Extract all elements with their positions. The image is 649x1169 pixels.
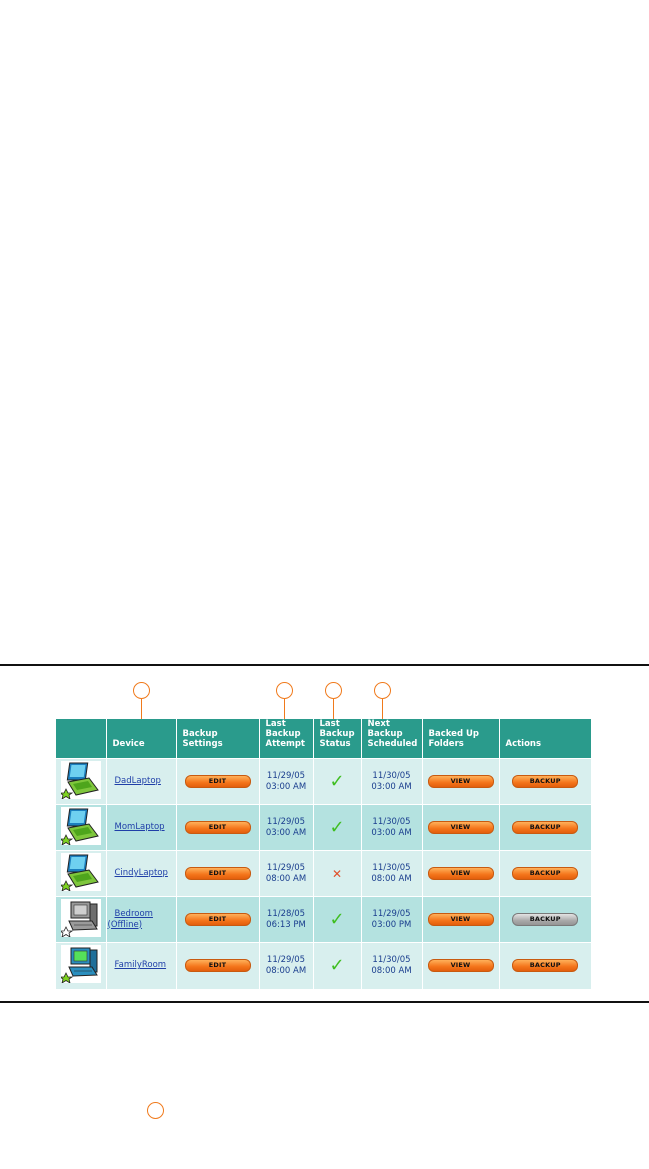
next-scheduled-cell [361, 805, 422, 851]
date-text: 11/29/05 [266, 954, 306, 965]
device-link[interactable] [108, 776, 161, 786]
date-text: 11/30/05 [372, 954, 411, 965]
device-icon-cell [56, 943, 106, 989]
table-row [56, 897, 591, 943]
device-backup-table [56, 719, 591, 989]
backed-up-folders-cell [422, 805, 499, 851]
callout-device-leader [141, 699, 142, 720]
device-name-text: FamilyRoom [114, 960, 167, 971]
check-icon: ✓ [329, 771, 345, 792]
laptop-icon [61, 807, 101, 845]
last-attempt-cell [259, 943, 313, 989]
last-attempt-cell [259, 851, 313, 897]
backup-button[interactable]: BACKUP [512, 867, 578, 880]
device-name-cell [106, 759, 176, 805]
date-text: 03:00 AM [371, 827, 412, 838]
top-divider [0, 664, 649, 666]
last-status-cell [313, 805, 361, 851]
backed-up-folders-cell [422, 943, 499, 989]
col-backed-up-folders-header: Backed Up Folders [422, 719, 499, 759]
date-text: 11/28/05 [266, 908, 306, 919]
backup-button[interactable]: BACKUP [512, 959, 578, 972]
check-icon: ✓ [329, 955, 345, 977]
backed-up-folders-cell [422, 897, 499, 943]
next-scheduled-cell [361, 943, 422, 989]
actions-cell [499, 851, 591, 897]
check-icon: ✓ [329, 909, 345, 930]
table-header [56, 719, 591, 759]
view-button[interactable]: VIEW [428, 913, 494, 926]
backup-settings-cell [176, 897, 259, 943]
device-link[interactable] [108, 960, 167, 970]
device-name-text: DadLaptop [114, 776, 161, 786]
bottom-divider [0, 1001, 649, 1003]
backup-button[interactable]: BACKUP [512, 775, 578, 788]
edit-button[interactable]: EDIT [185, 959, 251, 972]
backup-settings-cell [176, 759, 259, 805]
backed-up-folders-cell [422, 759, 499, 805]
date-text: 08:00 AM [265, 965, 307, 976]
col-last-status-header: Last Backup Status [313, 719, 361, 759]
callout-last-attempt [276, 682, 293, 699]
last-status-cell [313, 759, 361, 805]
callout-last-status [325, 682, 342, 699]
col-last-attempt-header: Last Backup Attempt [259, 719, 313, 759]
last-status-cell [313, 943, 361, 989]
next-scheduled-cell [361, 759, 422, 805]
backup-button: BACKUP [512, 913, 578, 926]
device-name-cell [106, 805, 176, 851]
table-row [56, 805, 591, 851]
callout-last-attempt-leader [284, 699, 285, 720]
date-text: 08:00 AM [371, 873, 412, 884]
col-icon-header [56, 719, 106, 759]
device-name-cell [106, 851, 176, 897]
view-button[interactable]: VIEW [428, 959, 494, 972]
laptop-icon [61, 761, 101, 799]
date-text: 08:00 AM [371, 965, 412, 976]
device-icon-cell [56, 851, 106, 897]
date-text: 06:13 PM [266, 919, 306, 930]
date-text: 03:00 PM [371, 919, 412, 930]
backup-settings-cell [176, 851, 259, 897]
device-name-text: MomLaptop [114, 822, 165, 832]
desktop-icon [61, 945, 101, 983]
edit-button[interactable]: EDIT [185, 821, 251, 834]
callout-last-status-leader [333, 699, 334, 720]
cross-icon: ✕ [331, 866, 343, 881]
view-button[interactable]: VIEW [428, 821, 494, 834]
backup-settings-cell [176, 943, 259, 989]
date-text: 03:00 AM [265, 827, 307, 838]
device-icon-cell [56, 805, 106, 851]
device-link[interactable] [108, 868, 168, 878]
backup-settings-cell [176, 805, 259, 851]
next-scheduled-cell [361, 851, 422, 897]
actions-cell [499, 759, 591, 805]
col-device-header: Device [106, 719, 176, 759]
check-icon: ✓ [329, 817, 345, 838]
next-scheduled-cell [361, 897, 422, 943]
edit-button[interactable]: EDIT [185, 867, 251, 880]
last-status-cell [313, 851, 361, 897]
last-attempt-cell [259, 805, 313, 851]
callout-device [133, 682, 150, 699]
device-name-text: CindyLaptop [114, 868, 168, 878]
table-row [56, 851, 591, 897]
actions-cell [499, 943, 591, 989]
callout-next-scheduled-leader [382, 699, 383, 720]
edit-button[interactable]: EDIT [185, 913, 251, 926]
device-name-text: (Offline) [107, 919, 143, 930]
col-actions-header: Actions [499, 719, 591, 759]
laptop-icon [61, 853, 101, 891]
date-text: 11/29/05 [266, 862, 306, 873]
device-icon-cell [56, 759, 106, 805]
callout-next-scheduled [374, 682, 391, 699]
table-row [56, 759, 591, 805]
date-text: 03:00 AM [265, 781, 307, 792]
actions-cell [499, 897, 591, 943]
view-button[interactable]: VIEW [428, 867, 494, 880]
callout-bottom [147, 1102, 164, 1119]
device-name-cell [106, 897, 176, 943]
view-button[interactable]: VIEW [428, 775, 494, 788]
date-text: 11/30/05 [372, 816, 411, 827]
edit-button[interactable]: EDIT [185, 775, 251, 788]
actions-cell [499, 805, 591, 851]
date-text: 11/29/05 [372, 908, 411, 919]
desktop-icon [61, 899, 101, 937]
col-backup-settings-header: Backup Settings [176, 719, 259, 759]
date-text: 11/30/05 [372, 862, 411, 873]
date-text: 03:00 AM [371, 781, 412, 792]
last-attempt-cell [259, 897, 313, 943]
backup-button[interactable]: BACKUP [512, 821, 578, 834]
last-attempt-cell [259, 759, 313, 805]
backed-up-folders-cell [422, 851, 499, 897]
device-name-text: Bedroom [114, 908, 153, 919]
table-row [56, 943, 591, 989]
date-text: 08:00 AM [265, 873, 307, 884]
device-name-cell [106, 943, 176, 989]
last-status-cell [313, 897, 361, 943]
date-text: 11/29/05 [266, 816, 306, 827]
device-link[interactable] [108, 822, 165, 832]
date-text: 11/29/05 [266, 770, 306, 781]
col-next-scheduled-header: Next Backup Scheduled [361, 719, 422, 759]
device-icon-cell [56, 897, 106, 943]
device-link[interactable] [108, 909, 153, 930]
date-text: 11/30/05 [372, 770, 411, 781]
